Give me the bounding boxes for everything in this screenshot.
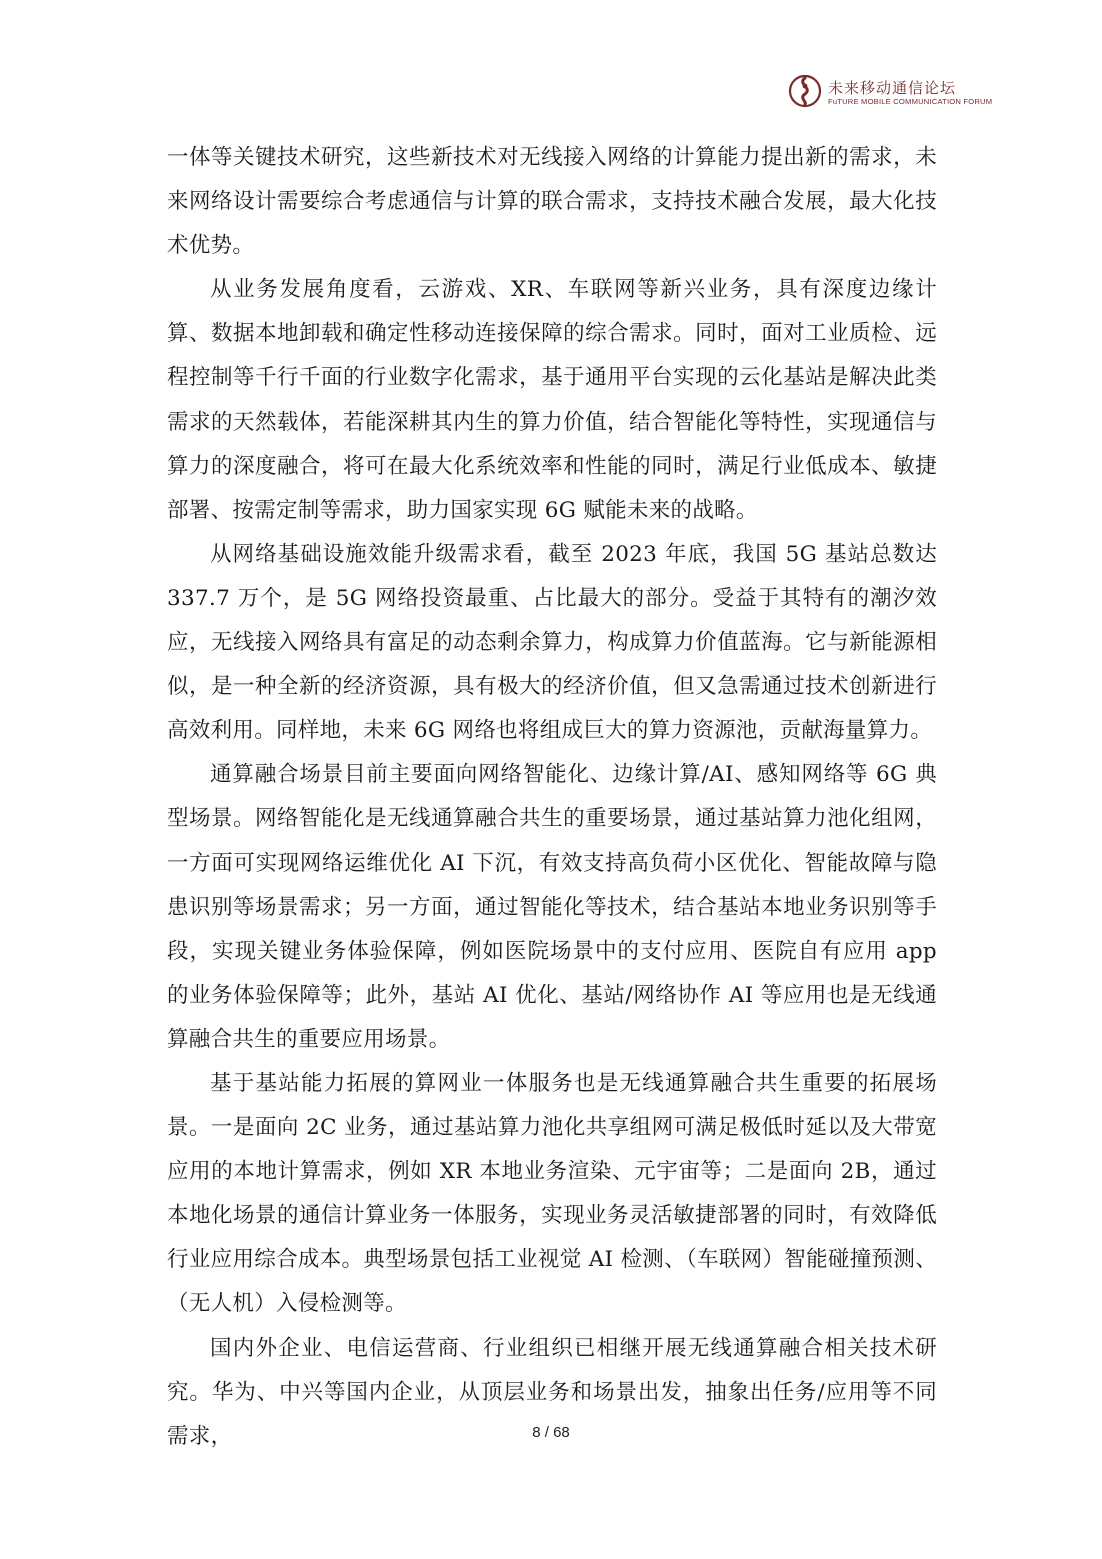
- paragraph-service-expansion: 基于基站能力拓展的算网业一体服务也是无线通算融合共生重要的拓展场景。一是面向 2C 业务，通过基站算力池化共享组网可满足极低时延以及大带宽应用的本地计算需求，例如 XR 本地业务渲染、元宇宙等；二是面向 2B，通过本地化场景的通信计算业务一体服务，实现业务灵活敏捷部署的同时，有效降低行业应用综合成本。典型场景包括工业视觉 AI 检测、（车联网）智能碰撞预测、（无人机）入侵检测等。: [167, 1070, 937, 1317]
- paragraph-business-development: 从业务发展角度看，云游戏、XR、车联网等新兴业务，具有深度边缘计算、数据本地卸载和确定性移动连接保障的综合需求。同时，面对工业质检、远程控制等千行千面的行业数字化需求，基于通用平台实现的云化基站是解决此类需求的天然载体，若能深耕其内生的算力价值，结合智能化等特性，实现通信与算力的深度融合，将可在最大化系统效率和性能的同时，满足行业低成本、敏捷部署、按需定制等需求，助力国家实现 6G 赋能未来的战略。: [167, 277, 937, 523]
- paragraph-continuation: 一体等关键技术研究，这些新技术对无线接入网络的计算能力提出新的需求，未来网络设计需要综合考虑通信与计算的联合需求，支持技术融合发展，最大化技术优势。: [167, 145, 937, 259]
- paragraph-scenarios: 通算融合场景目前主要面向网络智能化、边缘计算/AI、感知网络等 6G 典型场景。网络智能化是无线通算融合共生的重要场景，通过基站算力池化组网，一方面可实现网络运维优化 AI 下沉，有效支持高负荷小区优化、智能故障与隐患识别等场景需求；另一方面，通过智能化等技术，结合基站本地业务识别等手段，实现关键业务体验保障，例如医院场景中的支付应用、医院自有应用 app 的业务体验保障等；此外，基站 AI 优化、基站/网络协作 AI 等应用也是无线通算融合共生的重要应用场景。: [167, 762, 937, 1052]
- paragraph-industry-research: 国内外企业、电信运营商、行业组织已相继开展无线通算融合相关技术研究。华为、中兴等国内企业，从顶层业务和场景出发，抽象出任务/应用等不同需求，: [167, 1335, 937, 1449]
- forum-logo-icon: [788, 74, 822, 108]
- forum-logo: [788, 72, 993, 112]
- page-number: 8 / 68: [532, 1424, 570, 1441]
- document-body: [167, 136, 937, 1459]
- paragraph-infrastructure-upgrade: 从网络基础设施效能升级需求看，截至 2023 年底，我国 5G 基站总数达 337.7 万个，是 5G 网络投资最重、占比最大的部分。受益于其特有的潮汐效应，无线接入网络具有富足的动态剩余算力，构成算力价值蓝海。它与新能源相似，是一种全新的经济资源，具有极大的经济价值，但又急需通过技术创新进行高效利用。同样地，未来 6G 网络也将组成巨大的算力资源池，贡献海量算力。: [167, 541, 937, 744]
- logo-chinese-name: 未来移动通信论坛: [828, 79, 957, 97]
- logo-english-name: FuTURE MOBILE COMMUNICATION FORUM: [828, 97, 993, 106]
